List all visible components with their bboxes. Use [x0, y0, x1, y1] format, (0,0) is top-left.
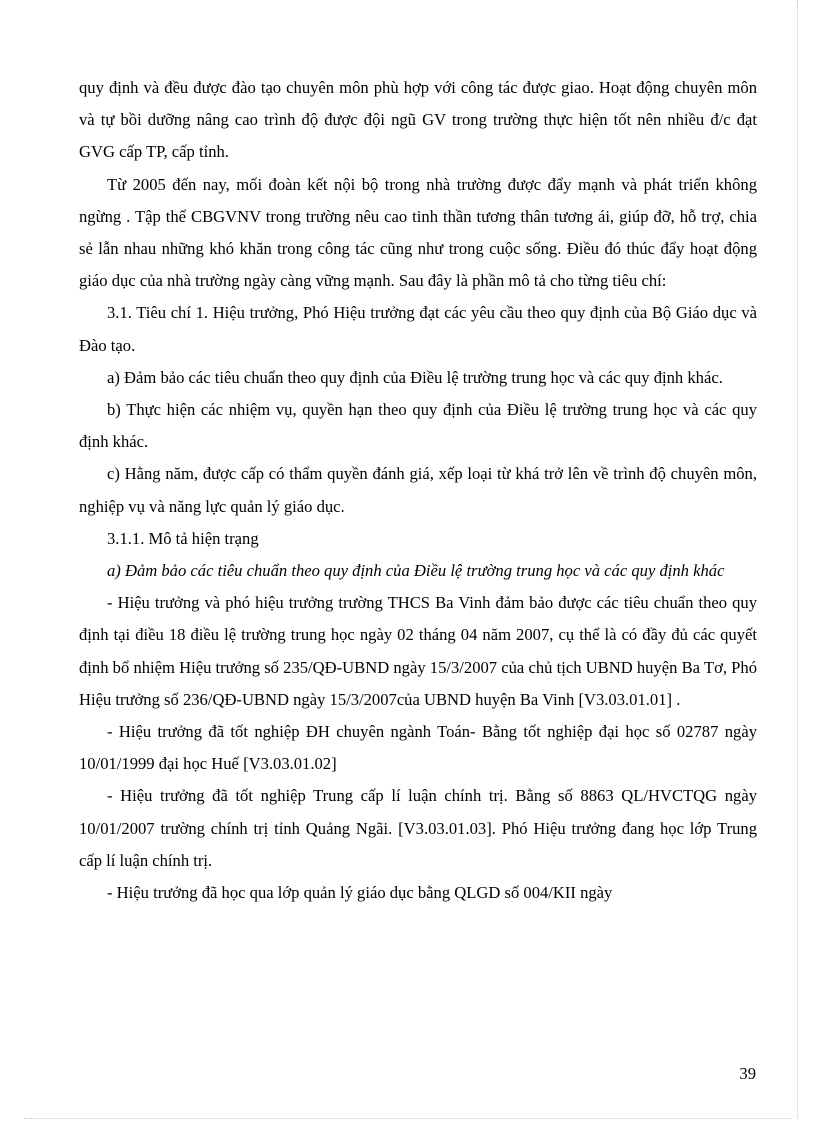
paragraph-degree: - Hiệu trưởng đã tốt nghiệp ĐH chuyên ngành Toán- Bằng tốt nghiệp đại học số 02787 ngày 10/01/1999 đại học Huế [V3.03.01.02]: [79, 722, 757, 774]
paragraph-criterion-heading: 3.1. Tiêu chí 1. Hiệu trưởng, Phó Hiệu trưởng đạt các yêu cầu theo quy định của Bộ Giáo dục và Đào tạo.: [79, 303, 757, 355]
paragraph-criterion-c: c) Hằng năm, được cấp có thẩm quyền đánh giá, xếp loại từ khá trở lên về trình độ chuyên môn, nghiệp vụ và năng lực quản lý giáo dục.: [79, 464, 757, 516]
paragraph-continuation: quy định và đều được đào tạo chuyên môn phù hợp với công tác được giao. Hoạt động chuyên môn và tự bồi dưỡng nâng cao trình độ được đội ngũ GV trong trường thực hiện tốt nên nhiều đ/c đạt GVG cấp TP, cấp tỉnh.: [79, 78, 757, 162]
paragraph-management-course: - Hiệu trưởng đã học qua lớp quản lý giáo dục bằng QLGD số 004/KII ngày: [107, 883, 613, 903]
section-heading-status: 3.1.1. Mô tả hiện trạng: [107, 528, 259, 548]
page-border-right: [797, 0, 798, 1118]
paragraph-criterion-b: b) Thực hiện các nhiệm vụ, quyền hạn theo quy định của Điều lệ trường trung học và các quy định khác.: [79, 400, 757, 452]
paragraph-criterion-a: a) Đảm bảo các tiêu chuẩn theo quy định của Điều lệ trường trung học và các quy định khác.: [107, 367, 723, 387]
paragraph-appointment: - Hiệu trưởng và phó hiệu trưởng trường THCS Ba Vinh đảm bảo được các tiêu chuẩn theo quy định tại điều 18 điều lệ trường trung học ngày 02 tháng 04 năm 2007, cụ thể là có đầy đủ các quyết định bổ nhiệm Hiệu trưởng số 235/QĐ-UBND ngày 15/3/2007 của chủ tịch UBND huyện Ba Tơ, Phó Hiệu trưởng số 236/QĐ-UBND ngày 15/3/2007của UBND huyện Ba Vinh [V3.03.01.01] .: [79, 593, 757, 709]
paragraph-political-training: - Hiệu trưởng đã tốt nghiệp Trung cấp lí luận chính trị. Bằng số 8863 QL/HVCTQG ngày 10/01/2007 trường chính trị tỉnh Quảng Ngãi. [V3.03.01.03]. Phó Hiệu trưởng đang học lớp Trung cấp lí luận chính trị.: [79, 786, 757, 870]
page-border-bottom: [24, 1118, 792, 1119]
body-text: [79, 72, 757, 909]
page-number: 39: [739, 1064, 756, 1083]
paragraph-italic-subheading: a) Đảm bảo các tiêu chuẩn theo quy định của Điều lệ trường trung học và các quy định khác: [107, 561, 725, 581]
paragraph-unity: Từ 2005 đến nay, mối đoàn kết nội bộ trong nhà trường được đẩy mạnh và phát triển không ngừng . Tập thể CBGVNV trong trường nêu cao tinh thần tương thân tương ái, giúp đỡ, hỗ trợ, chia sẻ lẫn nhau những khó khăn trong công tác cũng như trong cuộc sống. Điều đó thúc đẩy hoạt động giáo dục của nhà trường ngày càng vững mạnh. Sau đây là phần mô tả cho từng tiêu chí:: [79, 174, 757, 291]
